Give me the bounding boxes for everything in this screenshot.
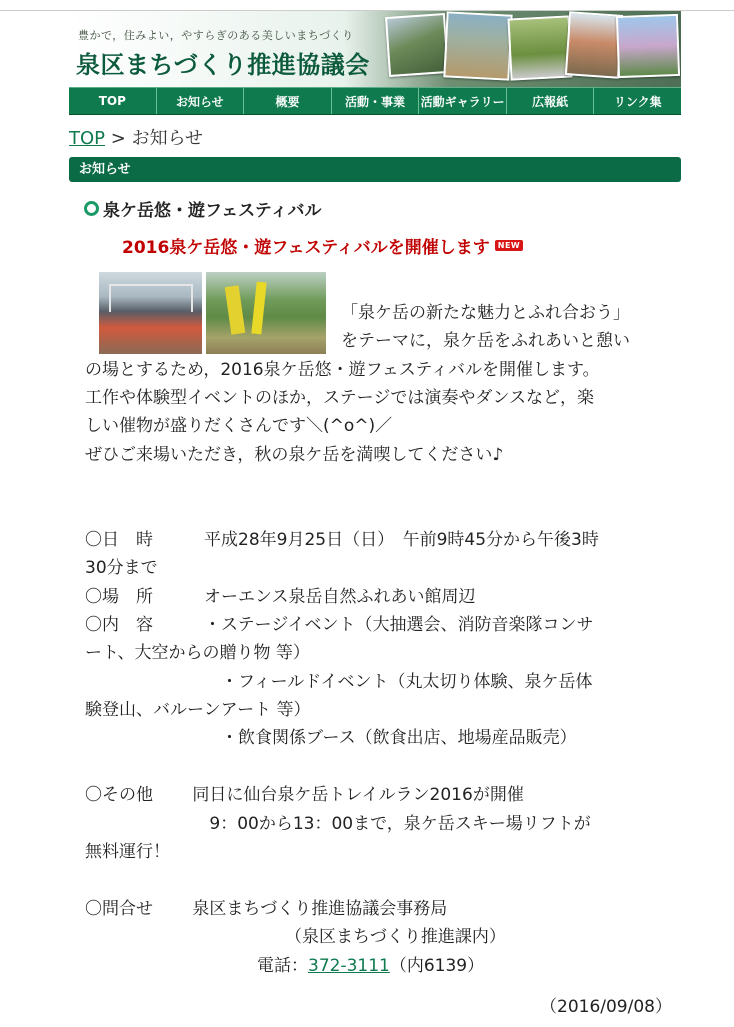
detail-line: ート、大空からの贈り物 等）	[85, 643, 310, 663]
intro-line: しい催物が盛りだくさんです＼(^o^)／	[85, 416, 393, 436]
circle-bullet-icon	[84, 201, 99, 216]
other-line: 無料運行！	[85, 842, 170, 862]
main-nav	[69, 87, 681, 115]
nav-newsletter[interactable]: 広報紙	[507, 88, 595, 114]
article-heading	[84, 196, 321, 221]
event-photo-field[interactable]	[206, 272, 326, 354]
article-heading-text: 泉ケ岳悠・遊フェスティバル	[103, 201, 322, 221]
article-title-text: 2016泉ケ岳悠・遊フェスティバルを開催します	[122, 238, 490, 258]
phone-label: 電話：	[257, 956, 308, 976]
phone-link[interactable]: 372-3111	[308, 956, 390, 976]
site-title[interactable]: 泉区まちづくり推進協議会	[76, 51, 370, 79]
header-photo-people	[565, 11, 623, 79]
nav-overview[interactable]: 概要	[244, 88, 332, 114]
top-border	[0, 0, 734, 11]
nav-news[interactable]: お知らせ	[157, 88, 245, 114]
event-photo-stage[interactable]	[99, 272, 202, 354]
nav-links[interactable]: リンク集	[613, 94, 662, 109]
intro-line: の場とするため，2016泉ケ岳悠・遊フェスティバルを開催します。	[85, 360, 600, 380]
section-title: お知らせ	[79, 162, 131, 177]
breadcrumb-current: お知らせ	[131, 128, 204, 149]
other-line: 〇その他 同日に仙台泉ケ岳トレイルラン2016が開催	[85, 785, 524, 805]
nav-activities[interactable]: 活動・事業	[332, 88, 420, 114]
detail-line: 〇場 所 オーエンス泉岳自然ふれあい館周辺	[85, 587, 476, 607]
breadcrumb-home-link[interactable]: TOP	[69, 128, 106, 149]
detail-line: ・フィールドイベント（丸太切り体験、泉ケ岳体	[85, 672, 593, 692]
header-photo-flower	[616, 14, 680, 78]
intro-line: 「泉ケ岳の新たな魅力とふれ合おう」	[341, 303, 630, 323]
contact-line: 〇問合せ 泉区まちづくり推進協議会事務局	[85, 899, 448, 919]
other-line: 9：00から13：00まで，泉ケ岳スキー場リフトが	[85, 814, 591, 834]
contact-dept: （泉区まちづくり推進課内）	[285, 927, 506, 947]
header-photo-activity	[443, 11, 512, 80]
intro-line: ぜひご来場いただき，秋の泉ケ岳を満喫してください♪	[85, 445, 504, 465]
intro-line: をテーマに，泉ケ岳をふれあいと憩い	[341, 331, 630, 351]
header-photo-landscape	[385, 13, 449, 77]
site-tagline: 豊かで，住みよい，やすらぎのある美しいまちづくり	[78, 29, 354, 42]
article-title	[122, 233, 523, 258]
site-header-banner[interactable]	[69, 11, 681, 87]
nav-gallery[interactable]: 活動ギャラリー	[419, 88, 507, 114]
breadcrumb	[69, 124, 203, 150]
detail-line: 30分まで	[85, 558, 158, 578]
section-title-bar	[69, 157, 681, 182]
contact-phone	[257, 952, 484, 981]
nav-top[interactable]: TOP	[69, 88, 157, 114]
new-badge-icon: NEW	[495, 240, 523, 251]
header-photo-field	[507, 15, 572, 80]
phone-extension: （内6139）	[389, 956, 485, 976]
detail-line: 〇内 容 ・ステージイベント（大抽選会、消防音楽隊コンサ	[85, 615, 594, 635]
detail-line: ・飲食関係ブース（飲食出店、地場産品販売）	[85, 728, 577, 748]
breadcrumb-separator: >	[110, 128, 126, 149]
intro-line: 工作や体験型イベントのほか，ステージでは演奏やダンスなど，楽	[85, 388, 594, 408]
detail-line: 〇日 時 平成28年9月25日（日） 午前9時45分から午後3時	[85, 530, 599, 550]
detail-line: 験登山、バルーンアート 等）	[85, 700, 311, 720]
post-date: （2016/09/08）	[540, 997, 672, 1017]
